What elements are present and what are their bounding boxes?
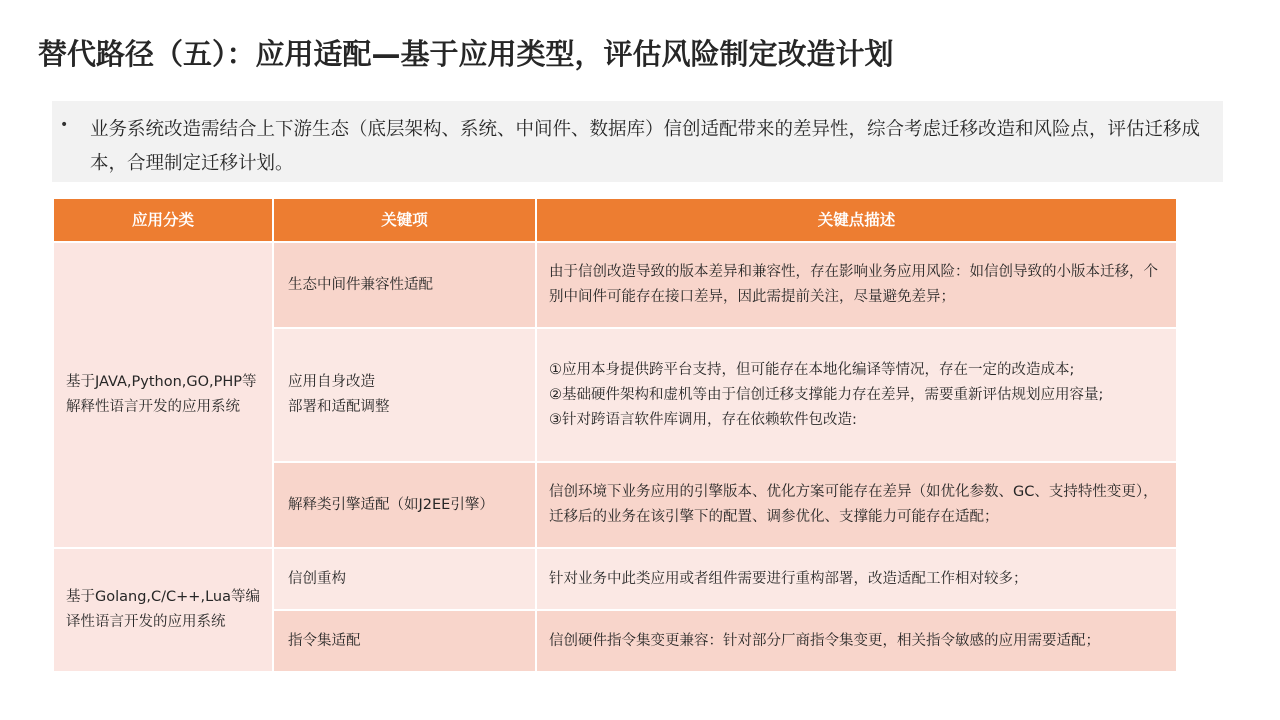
key-item — [273, 548, 536, 610]
header-category: 应用分类 — [53, 198, 273, 242]
table-row — [53, 548, 1177, 610]
summary-text: 业务系统改造需结合上下游生态（底层架构、系统、中间件、数据库）信创适配带来的差异性，综合考虑迁移改造和风险点，评估迁移成本，合理制定迁移计划。 — [90, 119, 1201, 174]
table-row — [53, 242, 1177, 328]
bullet-icon: • — [60, 117, 69, 133]
category-label: 基于Golang,C/C++,Lua等编译性语言开发的应用系统 — [66, 589, 260, 630]
description-line: ③针对跨语言软件库调用，存在依赖软件包改造: — [549, 411, 857, 428]
page-title: 替代路径（五）：应用适配—基于应用类型，评估风险制定改造计划 — [38, 37, 894, 71]
description-line: ②基础硬件架构和虚机等由于信创迁移支撑能力存在差异，需要重新评估规划应用容量; — [549, 386, 1104, 403]
key-description — [536, 328, 1177, 462]
table-header-row — [53, 198, 1177, 242]
category-interpreted — [53, 242, 273, 548]
category-label: 基于JAVA,Python,GO,PHP等解释性语言开发的应用系统 — [66, 374, 257, 415]
description-line: 由于信创改造导致的版本差异和兼容性，存在影响业务应用风险：如信创导致的小版本迁移，个别中间件可能存在接口差异，因此需提前关注，尽量避免差异； — [549, 264, 1158, 305]
key-item-label: 应用自身改造 — [288, 374, 375, 390]
key-item-label: 生态中间件兼容性适配 — [288, 276, 433, 293]
key-item-label: 信创重构 — [288, 570, 346, 587]
key-item-label: 解释类引擎适配（如J2EE引擎） — [288, 496, 494, 513]
description-line: ①应用本身提供跨平台支持，但可能存在本地化编译等情况，存在一定的改造成本; — [549, 361, 1075, 378]
category-compiled — [53, 548, 273, 672]
adaptation-table — [52, 197, 1178, 673]
key-description — [536, 610, 1177, 672]
key-description — [536, 462, 1177, 548]
description-line: 针对业务中此类应用或者组件需要进行重构部署，改造适配工作相对较多； — [549, 570, 1028, 587]
description-line: 信创环境下业务应用的引擎版本、优化方案可能存在差异（如优化参数、GC、支持特性变更），迁移后的业务在该引擎下的配置、调参优化、支撑能力可能存在适配； — [549, 484, 1158, 525]
description-line: 信创硬件指令集变更兼容：针对部分厂商指令集变更，相关指令敏感的应用需要适配； — [549, 632, 1100, 649]
summary-box — [52, 101, 1223, 182]
key-item — [273, 462, 536, 548]
header-description: 关键点描述 — [536, 198, 1177, 242]
key-item — [273, 328, 536, 462]
key-description — [536, 242, 1177, 328]
header-key-item: 关键项 — [273, 198, 536, 242]
key-description — [536, 548, 1177, 610]
key-item-label-line2: 部署和适配调整 — [288, 399, 390, 415]
key-item-label: 指令集适配 — [288, 632, 361, 649]
key-item — [273, 610, 536, 672]
key-item — [273, 242, 536, 328]
